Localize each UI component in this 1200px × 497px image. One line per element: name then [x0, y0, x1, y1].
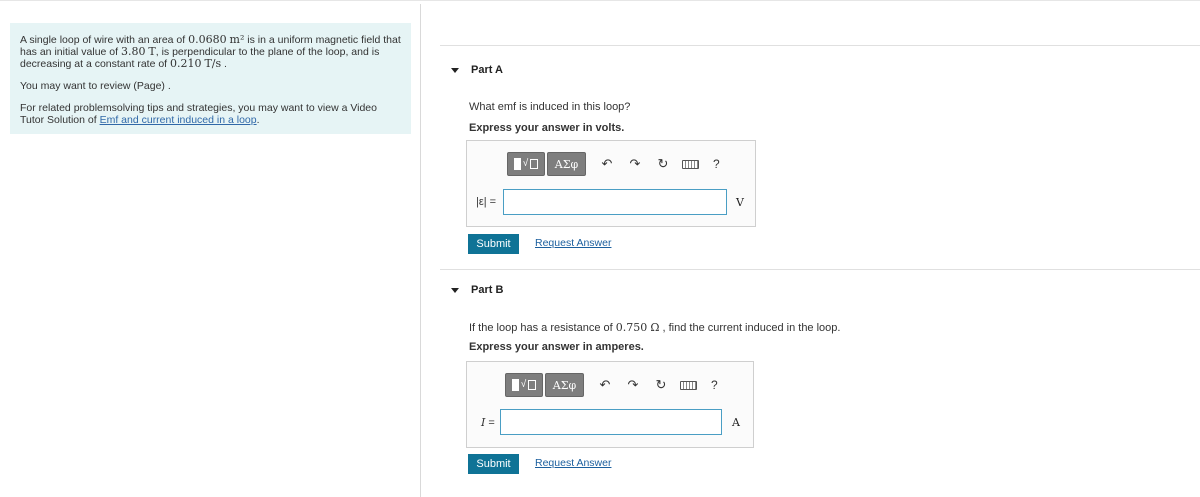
part-a-express: Express your answer in volts. [469, 122, 625, 134]
undo-icon[interactable]: ↶ [599, 377, 611, 392]
undo-icon[interactable]: ↶ [601, 156, 613, 171]
part-a-request-answer-link[interactable]: Request Answer [535, 237, 612, 249]
emf-label: |ε| = [476, 196, 497, 208]
reset-icon[interactable]: ↻ [655, 377, 667, 392]
fraction-radical-template-icon[interactable]: √ [507, 152, 545, 176]
part-a-rule [440, 45, 1200, 46]
part-b-title: Part B [471, 284, 504, 296]
keyboard-icon[interactable] [680, 381, 697, 390]
math-toolbar [507, 152, 720, 176]
redo-icon[interactable]: ↷ [627, 377, 639, 392]
emf-unit: V [736, 196, 744, 209]
problem-text: A single loop of wire with an area of 0.0680 m² is in a uniform magnetic field that has an initial value of 3.80 T, is perpendicular to the plane of the loop, and is decreasing at a constant rate of 0.210 T/s . [20, 33, 401, 70]
help-icon[interactable]: ? [713, 157, 720, 171]
current-answer-input[interactable] [500, 409, 722, 435]
emf-answer-input[interactable] [503, 189, 727, 215]
keyboard-icon[interactable] [682, 160, 699, 169]
help-icon[interactable]: ? [711, 378, 718, 392]
part-a-title: Part A [471, 64, 503, 76]
part-a-question: What emf is induced in this loop? [469, 101, 631, 113]
current-label: I = [481, 416, 495, 429]
math-toolbar [505, 373, 718, 397]
problem-statement [10, 23, 411, 134]
part-b-request-answer-link[interactable]: Request Answer [535, 457, 612, 469]
collapse-caret-icon[interactable] [451, 68, 459, 73]
collapse-caret-icon[interactable] [451, 288, 459, 293]
fraction-radical-template-icon[interactable]: √ [505, 373, 543, 397]
video-tutor-link[interactable]: Emf and current induced in a loop [99, 114, 257, 126]
top-rule [0, 0, 1200, 4]
part-b-submit-button[interactable]: Submit [468, 454, 519, 474]
part-b-express: Express your answer in amperes. [469, 341, 644, 353]
part-b-header[interactable] [451, 284, 503, 296]
current-unit: A [732, 416, 740, 429]
part-a-answer-box [466, 140, 756, 227]
column-divider [420, 4, 421, 497]
part-b-rule [440, 269, 1200, 270]
reset-icon[interactable]: ↻ [657, 156, 669, 171]
part-b-answer-box [466, 361, 754, 448]
greek-symbols-button[interactable]: ΑΣφ [547, 152, 586, 176]
greek-symbols-button[interactable]: ΑΣφ [545, 373, 584, 397]
related-text: For related problemsolving tips and strategies, you may want to view a Video Tutor Solution of Emf and current induced in a loop. [20, 102, 377, 126]
review-text: You may want to review (Page) . [20, 80, 171, 92]
part-a-submit-button[interactable]: Submit [468, 234, 519, 254]
part-a-header[interactable] [451, 64, 503, 76]
part-b-question: If the loop has a resistance of 0.750 Ω , find the current induced in the loop. [469, 321, 841, 334]
redo-icon[interactable]: ↷ [629, 156, 641, 171]
